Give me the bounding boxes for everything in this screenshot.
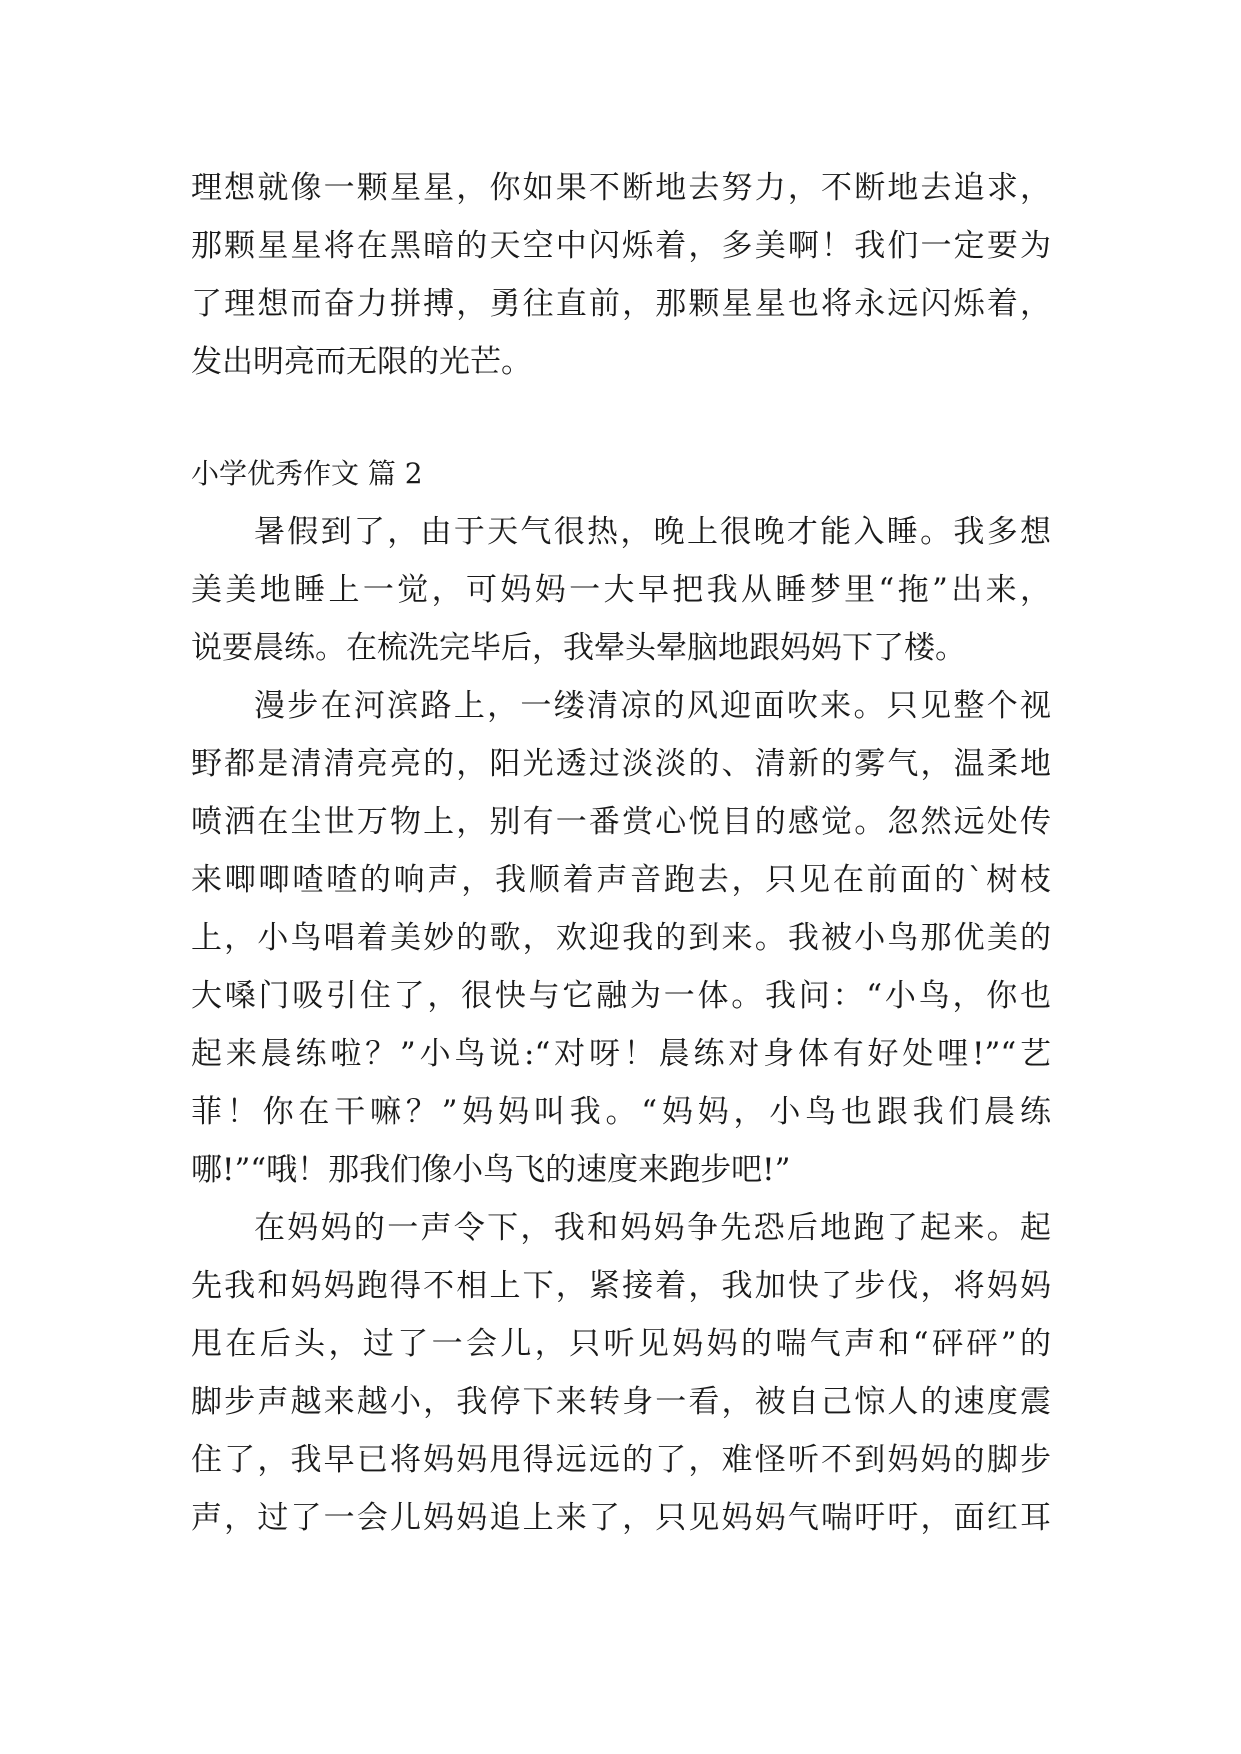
paragraph-2-line: 暑假到了，由于天气很热，晚上很晚才能入睡。我多想 — [254, 514, 1051, 550]
paragraph-3-line: 野都是清清亮亮的，阳光透过淡淡的、清新的雾气，温柔地 — [191, 746, 1051, 782]
paragraph-3-line: 菲！你在干嘛？”妈妈叫我。“妈妈，小鸟也跟我们晨练 — [191, 1094, 1051, 1130]
paragraph-1-line: 理想就像一颗星星，你如果不断地去努力，不断地去追求， — [191, 170, 1051, 206]
paragraph-2-line: 说要晨练。在梳洗完毕后，我晕头晕脑地跟妈妈下了楼。 — [191, 630, 966, 666]
paragraph-3-line: 上，小鸟唱着美妙的歌，欢迎我的到来。我被小鸟那优美的 — [191, 920, 1051, 956]
paragraph-1-line: 那颗星星将在黑暗的天空中闪烁着，多美啊！我们一定要为 — [191, 228, 1051, 264]
paragraph-1-line: 了理想而奋力拼搏，勇往直前，那颗星星也将永远闪烁着， — [191, 286, 1051, 322]
paragraph-3-line: 来唧唧喳喳的响声，我顺着声音跑去，只见在前面的`树枝 — [191, 862, 1051, 898]
paragraph-4-line: 脚步声越来越小，我停下来转身一看，被自己惊人的速度震 — [191, 1384, 1051, 1420]
paragraph-4-line: 甩在后头，过了一会儿，只听见妈妈的喘气声和“砰砰”的 — [191, 1326, 1051, 1362]
section-heading: 小学优秀作文 篇 2 — [191, 457, 423, 490]
paragraph-1-line: 发出明亮而无限的光芒。 — [191, 344, 532, 380]
paragraph-3-line: 哪!”“哦！那我们像小鸟飞的速度来跑步吧!” — [191, 1152, 791, 1188]
paragraph-3-line: 起来晨练啦？”小鸟说:“对呀！晨练对身体有好处哩!”“艺 — [191, 1036, 1051, 1072]
paragraph-4-line: 在妈妈的一声令下，我和妈妈争先恐后地跑了起来。起 — [254, 1210, 1051, 1246]
paragraph-3-line: 漫步在河滨路上，一缕清凉的风迎面吹来。只见整个视 — [254, 688, 1051, 724]
paragraph-4-line: 声，过了一会儿妈妈追上来了，只见妈妈气喘吁吁，面红耳 — [191, 1500, 1051, 1536]
paragraph-3-line: 大嗓门吸引住了，很快与它融为一体。我问：“小鸟，你也 — [191, 978, 1051, 1014]
paragraph-3-line: 喷洒在尘世万物上，别有一番赏心悦目的感觉。忽然远处传 — [191, 804, 1051, 840]
paragraph-4-line: 住了，我早已将妈妈甩得远远的了，难怪听不到妈妈的脚步 — [191, 1442, 1051, 1478]
paragraph-2-line: 美美地睡上一觉，可妈妈一大早把我从睡梦里“拖”出来， — [191, 572, 1051, 608]
paragraph-4-line: 先我和妈妈跑得不相上下，紧接着，我加快了步伐，将妈妈 — [191, 1268, 1051, 1304]
